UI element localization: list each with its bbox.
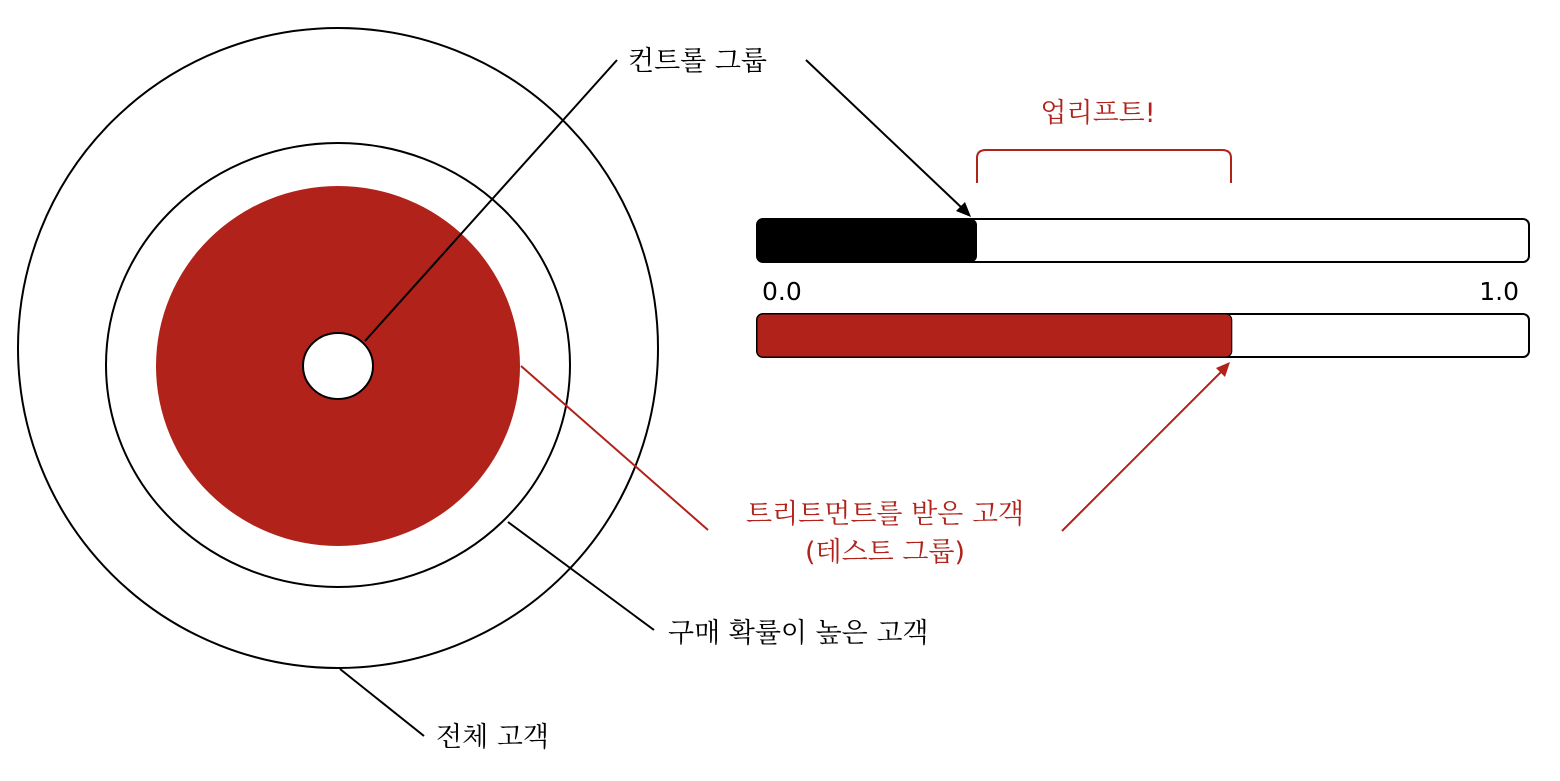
all-customers-leader (340, 669, 424, 736)
high-probability-label: 구매 확률이 높은 고객 (668, 618, 929, 649)
treated-leader (521, 366, 708, 530)
treated-customers-label: 트리트먼트를 받은 고객 (746, 499, 1024, 530)
treatment-arrow-line (1062, 371, 1222, 531)
test-group-label: (테스트 그룹) (804, 537, 966, 568)
high-prob-leader (508, 522, 654, 630)
uplift-label: 업리프트! (1040, 98, 1156, 129)
control-group-label: 컨트롤 그룹 (628, 46, 767, 77)
control-bar-fill (757, 219, 977, 262)
axis-min-label: 0.0 (762, 277, 802, 306)
all-customers-label: 전체 고객 (436, 722, 549, 753)
control-group-circle (303, 333, 373, 399)
uplift-bracket (977, 150, 1231, 183)
axis-max-label: 1.0 (1479, 277, 1519, 306)
treatment-bar-fill (757, 314, 1232, 357)
control-arrow-line (806, 60, 962, 208)
